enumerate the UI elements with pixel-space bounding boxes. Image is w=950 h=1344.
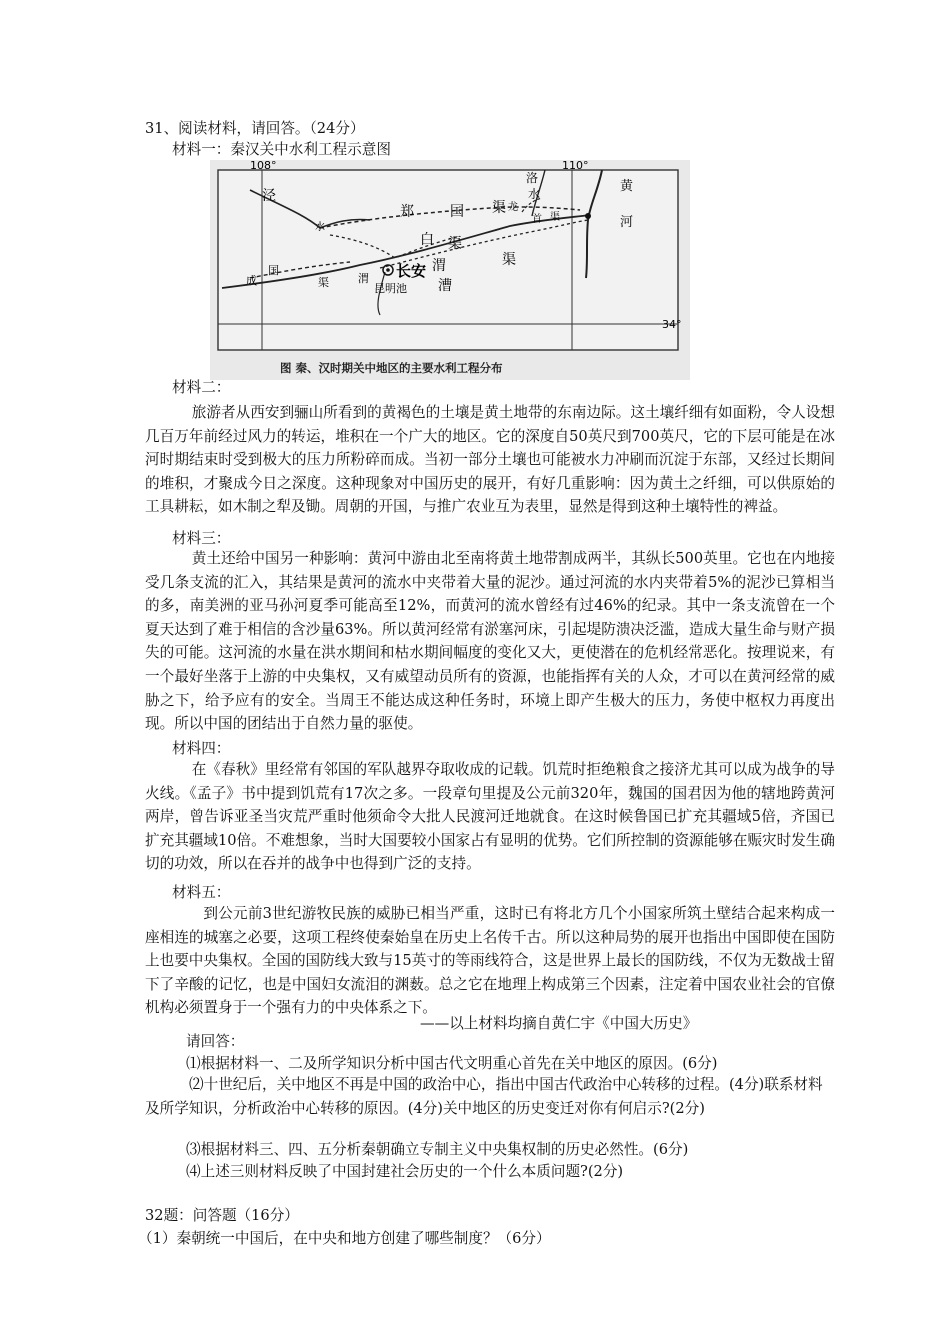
map-label-shou: 首 [532,214,542,225]
map-label-shui1: 水 [315,222,325,233]
map-label-qu4: 渠 [550,212,560,223]
question-1: ⑴根据材料一、二及所学知识分析中国古代文明重心首先在关中地区的原因。(6分) [186,1055,718,1072]
material-5-label: 材料五： [172,884,231,901]
map-label-long: 龙 [508,202,518,213]
map-label-zheng: 郑 [400,204,414,220]
map-label-qu3: 渠 [502,252,516,268]
map-lon-right: 110° [562,160,589,172]
map-label-cheng: 成 [246,274,257,287]
material-3-label: 材料三： [172,530,231,547]
q32-title: 32题：问答题（16分） [145,1207,299,1224]
material-4-label: 材料四： [172,740,231,757]
map-label-luo: 洛 [526,171,539,185]
map-label-changan: 长安 [396,262,427,280]
map-label-bai: 白 [420,232,434,248]
material-4-text: 在《春秋》里经常有邻国的军队越界夺取收成的记载。饥荒时拒绝粮食之接济尤其可以成为战争的导火线。《孟子》书中提到饥荒有17次之多。一段章句里提及公元前320年，魏国的国君因为他的辖地跨黄河两岸，曾告诉亚圣当灾荒严重时他须命令大批人民渡河迁地就食。在这时候鲁国已扩充其疆域5倍，齐国已扩充其疆域10倍。不难想象，当时大国要较小国家占有显明的优势。它们所控制的资源能够在赈灾时发生确切的功效，所以在吞并的战争中也得到广泛的支持。 [145,761,835,873]
city-marker [585,213,591,219]
map-label-huang: 黄 [620,179,634,194]
map-lon-left: 108° [250,160,277,172]
q32-question-1: （1）秦朝统一中国后，在中央和地方创建了哪些制度？（6分） [138,1230,551,1247]
material-2-label: 材料二： [172,379,231,396]
map-label-wei: 渭 [432,258,446,274]
q31-title: 31、阅读材料，请回答。（24分） [145,120,365,137]
map-label-he: 河 [620,215,634,230]
map-label-guo2: 国 [268,264,279,277]
map-label-qu5: 渠 [318,276,329,289]
map-label-guo: 国 [450,204,464,220]
map-label-shui2: 水 [528,187,541,201]
map-label-cao: 漕 [438,278,452,294]
water-works-map [210,160,690,380]
map-label-qu2: 渠 [448,236,462,252]
map-label-kunming: 昆明池 [374,282,407,295]
map-lat: 34° [662,318,682,331]
question-4: ⑷上述三则材料反映了中国封建社会历史的一个什么本质问题?(2分) [186,1163,624,1180]
material-3-text: 黄土还给中国另一种影响：黄河中游由北至南将黄土地带割成两半，其纵长500英里。它也在内地接受几条支流的汇入，其结果是黄河的流水中夹带着大量的泥沙。通过河流的水内夹带着5%的泥沙已算相当的多，南美洲的亚马孙河夏季可能高至12%，而黄河的流水曾经有过46%的纪录。其中一条支流曾在一个夏天达到了难于相信的含沙量63%。所以黄河经常有淤塞河床，引起堤防溃决泛滥，造成大量生命与财产损失的可能。这河流的水量在洪水期间和枯水期间幅度的变化又大，更使潜在的危机经常恶化。按理说来，有一个最好坐落于上游的中央集权，又有威望动员所有的资源，也能指挥有关的人众，才可以在黄河经常的威胁之下，给予应有的安全。当周王不能达成这种任务时，环境上即产生极大的压力，务使中枢权力再度出现。所以中国的团结出于自然力量的驱使。 [145,550,835,733]
material-1-label: 材料一：秦汉关中水利工程示意图 [172,141,391,158]
source-attribution: ——以上材料均摘自黄仁宇《中国大历史》 [420,1015,698,1032]
map-label-qu1: 渠 [492,200,506,216]
map-label-jing: 泾 [262,188,276,204]
material-2-text: 旅游者从西安到骊山所看到的黄褐色的土壤是黄土地带的东南边际。这土壤纤细有如面粉，令人设想几百万年前经过风力的转运，堆积在一个广大的地区。它的深度自50英尺到700英尺，它的下层可能是在冰河时期结束时受到极大的压力所粉碎而成。当初一部分土壤也可能被水力冲刷而沉淀于东部，又经过长期间的堆积，才聚成今日之深度。这种现象对中国历史的展开，有好几重影响：因为黄土之纤细，可以供原始的工具耕耘，如木制之犁及锄。周朝的开国，与推广农业互为表里，显然是得到这种土壤特性的裨益。 [145,404,835,516]
question-3: ⑶根据材料三、四、五分析秦朝确立专制主义中央集权制的历史必然性。(6分) [186,1141,689,1158]
map-label-wei2: 渭 [358,272,369,285]
ask-label: 请回答： [186,1033,245,1050]
material-5-text: 到公元前3世纪游牧民族的威胁已相当严重，这时已有将北方几个小国家所筑土壁结合起来构成一座相连的城塞之必要，这项工程终使秦始皇在历史上名传千古。所以这种局势的展开也指出中国即使在国防上也要中央集权。全国的国防线大致与15英寸的等雨线符合，这是世界上最长的国防线，不仅为无数战士留下了辛酸的记忆，也是中国妇女流泪的渊薮。总之它在地理上构成第三个因素，注定着中国农业社会的官僚机构必须置身于一个强有力的中央体系之下。 [145,905,835,1017]
map-caption: 图 秦、汉时期关中地区的主要水利工程分布 [280,361,503,375]
question-2: ⑵十世纪后，关中地区不再是中国的政治中心，指出中国古代政治中心转移的过程。(4分)联系材料及所学知识，分析政治中心转移的原因。(4分)关中地区的历史变迁对你有何启示?(2分) [145,1076,823,1117]
